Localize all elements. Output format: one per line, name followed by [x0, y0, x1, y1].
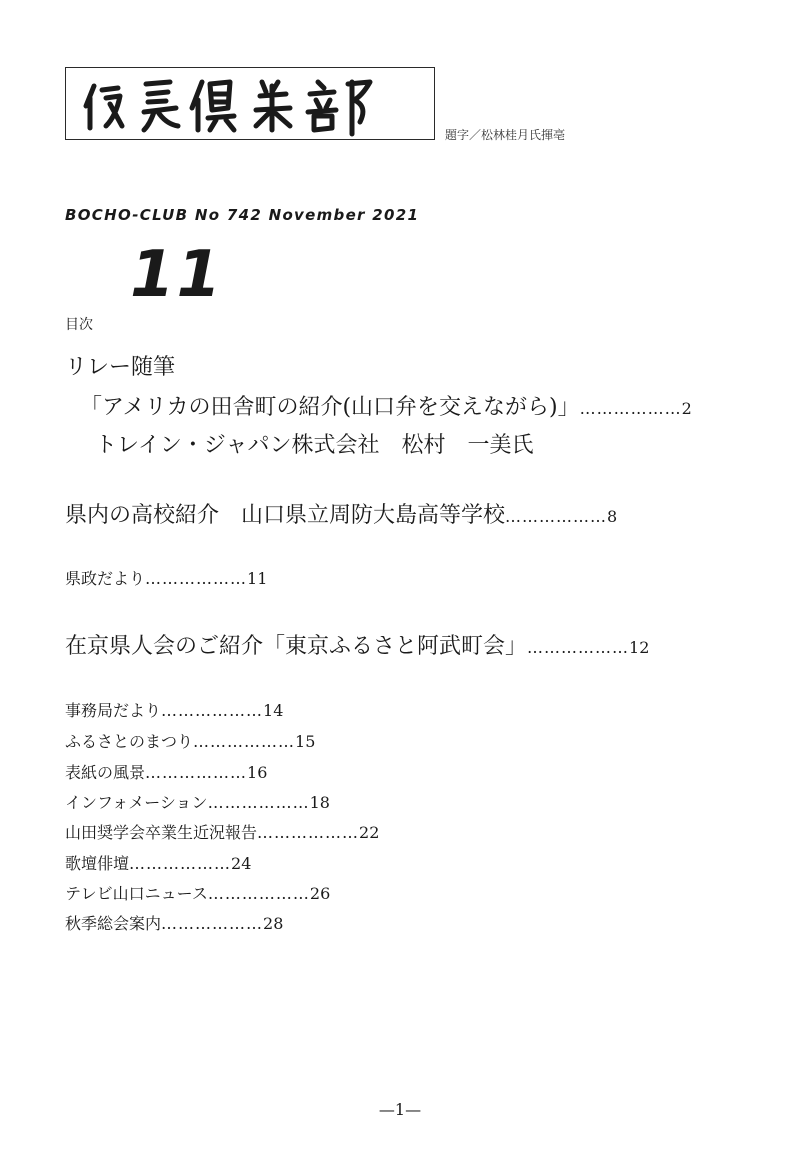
- issue-line: BOCHO-CLUB No 742 November 2021: [65, 206, 420, 224]
- toc-leader: ………………: [161, 914, 264, 933]
- toc-page-number: 11: [247, 569, 268, 588]
- toc-entry-relay[interactable]: [80, 390, 692, 421]
- toc-item[interactable]: [65, 760, 267, 783]
- toc-page-number: 8: [607, 507, 618, 526]
- toc-page-number: 24: [231, 854, 252, 873]
- toc-leader: ………………: [207, 884, 310, 903]
- toc-leader: ………………: [505, 507, 608, 526]
- toc-item[interactable]: [65, 820, 379, 843]
- toc-page-number: 16: [247, 763, 268, 782]
- relay-category: リレー随筆: [65, 355, 176, 380]
- toc-page-number: 15: [295, 732, 316, 751]
- toc-entry-title: 事務局だより: [65, 701, 162, 720]
- toc-page-number: 2: [681, 399, 692, 418]
- toc-item[interactable]: [65, 698, 283, 721]
- toc-entry-school[interactable]: [65, 498, 617, 529]
- toc-entry-title: 在京県人会のご紹介「東京ふるさと阿武町会」: [65, 634, 528, 659]
- toc-page-number: 26: [309, 884, 331, 903]
- toc-entry-title: 山田奨学会卒業生近況報告: [65, 823, 258, 842]
- toc-entry-title: 「アメリカの田舎町の紹介(山口弁を交えながら)」: [80, 395, 580, 420]
- title-logo: [65, 67, 435, 140]
- toc-entry-title: 県政だより: [65, 569, 146, 588]
- toc-leader: ………………: [145, 763, 248, 782]
- relay-author: トレイン・ジャパン株式会社 松村 一美氏: [95, 433, 534, 458]
- toc-leader: ………………: [257, 823, 360, 842]
- toc-entry-title: インフォメーション: [65, 793, 208, 812]
- toc-item[interactable]: [65, 790, 330, 813]
- toc-leader: ………………: [579, 399, 682, 418]
- toc-item[interactable]: [65, 851, 251, 874]
- toc-item[interactable]: [65, 911, 283, 934]
- toc-page-number: 28: [263, 914, 284, 933]
- toc-page-number: 12: [629, 638, 650, 657]
- toc-page-number: 22: [359, 823, 380, 842]
- toc-item[interactable]: [65, 881, 330, 904]
- toc-entry-title: ふるさとのまつり: [65, 732, 194, 751]
- toc-label: 目次: [65, 317, 93, 333]
- toc-entry-tokyo[interactable]: [65, 629, 649, 660]
- toc-entry-title: 県内の高校紹介 山口県立周防大島高等学校: [65, 503, 506, 528]
- toc-leader: ………………: [161, 701, 264, 720]
- toc-leader: ………………: [527, 638, 630, 657]
- toc-entry-title: 秋季総会案内: [65, 914, 162, 933]
- toc-page-number: 14: [263, 701, 284, 720]
- title-calligraphy: [66, 68, 433, 138]
- toc-leader: ………………: [207, 793, 310, 812]
- toc-entry-title: テレビ山口ニュース: [65, 884, 208, 903]
- title-credit: 題字／松林桂月氏揮亳: [445, 128, 566, 142]
- toc-item[interactable]: [65, 729, 315, 752]
- toc-page-number: 18: [309, 793, 330, 812]
- toc-entry-title: 歌壇俳壇: [65, 854, 130, 873]
- toc-leader: ………………: [145, 569, 248, 588]
- toc-entry-kensei[interactable]: [65, 566, 267, 589]
- toc-leader: ………………: [129, 854, 232, 873]
- toc-entry-title: 表紙の風景: [65, 763, 146, 782]
- toc-leader: ………………: [193, 732, 296, 751]
- page-number-footer: —1—: [378, 1100, 422, 1119]
- issue-number: 11: [130, 238, 224, 312]
